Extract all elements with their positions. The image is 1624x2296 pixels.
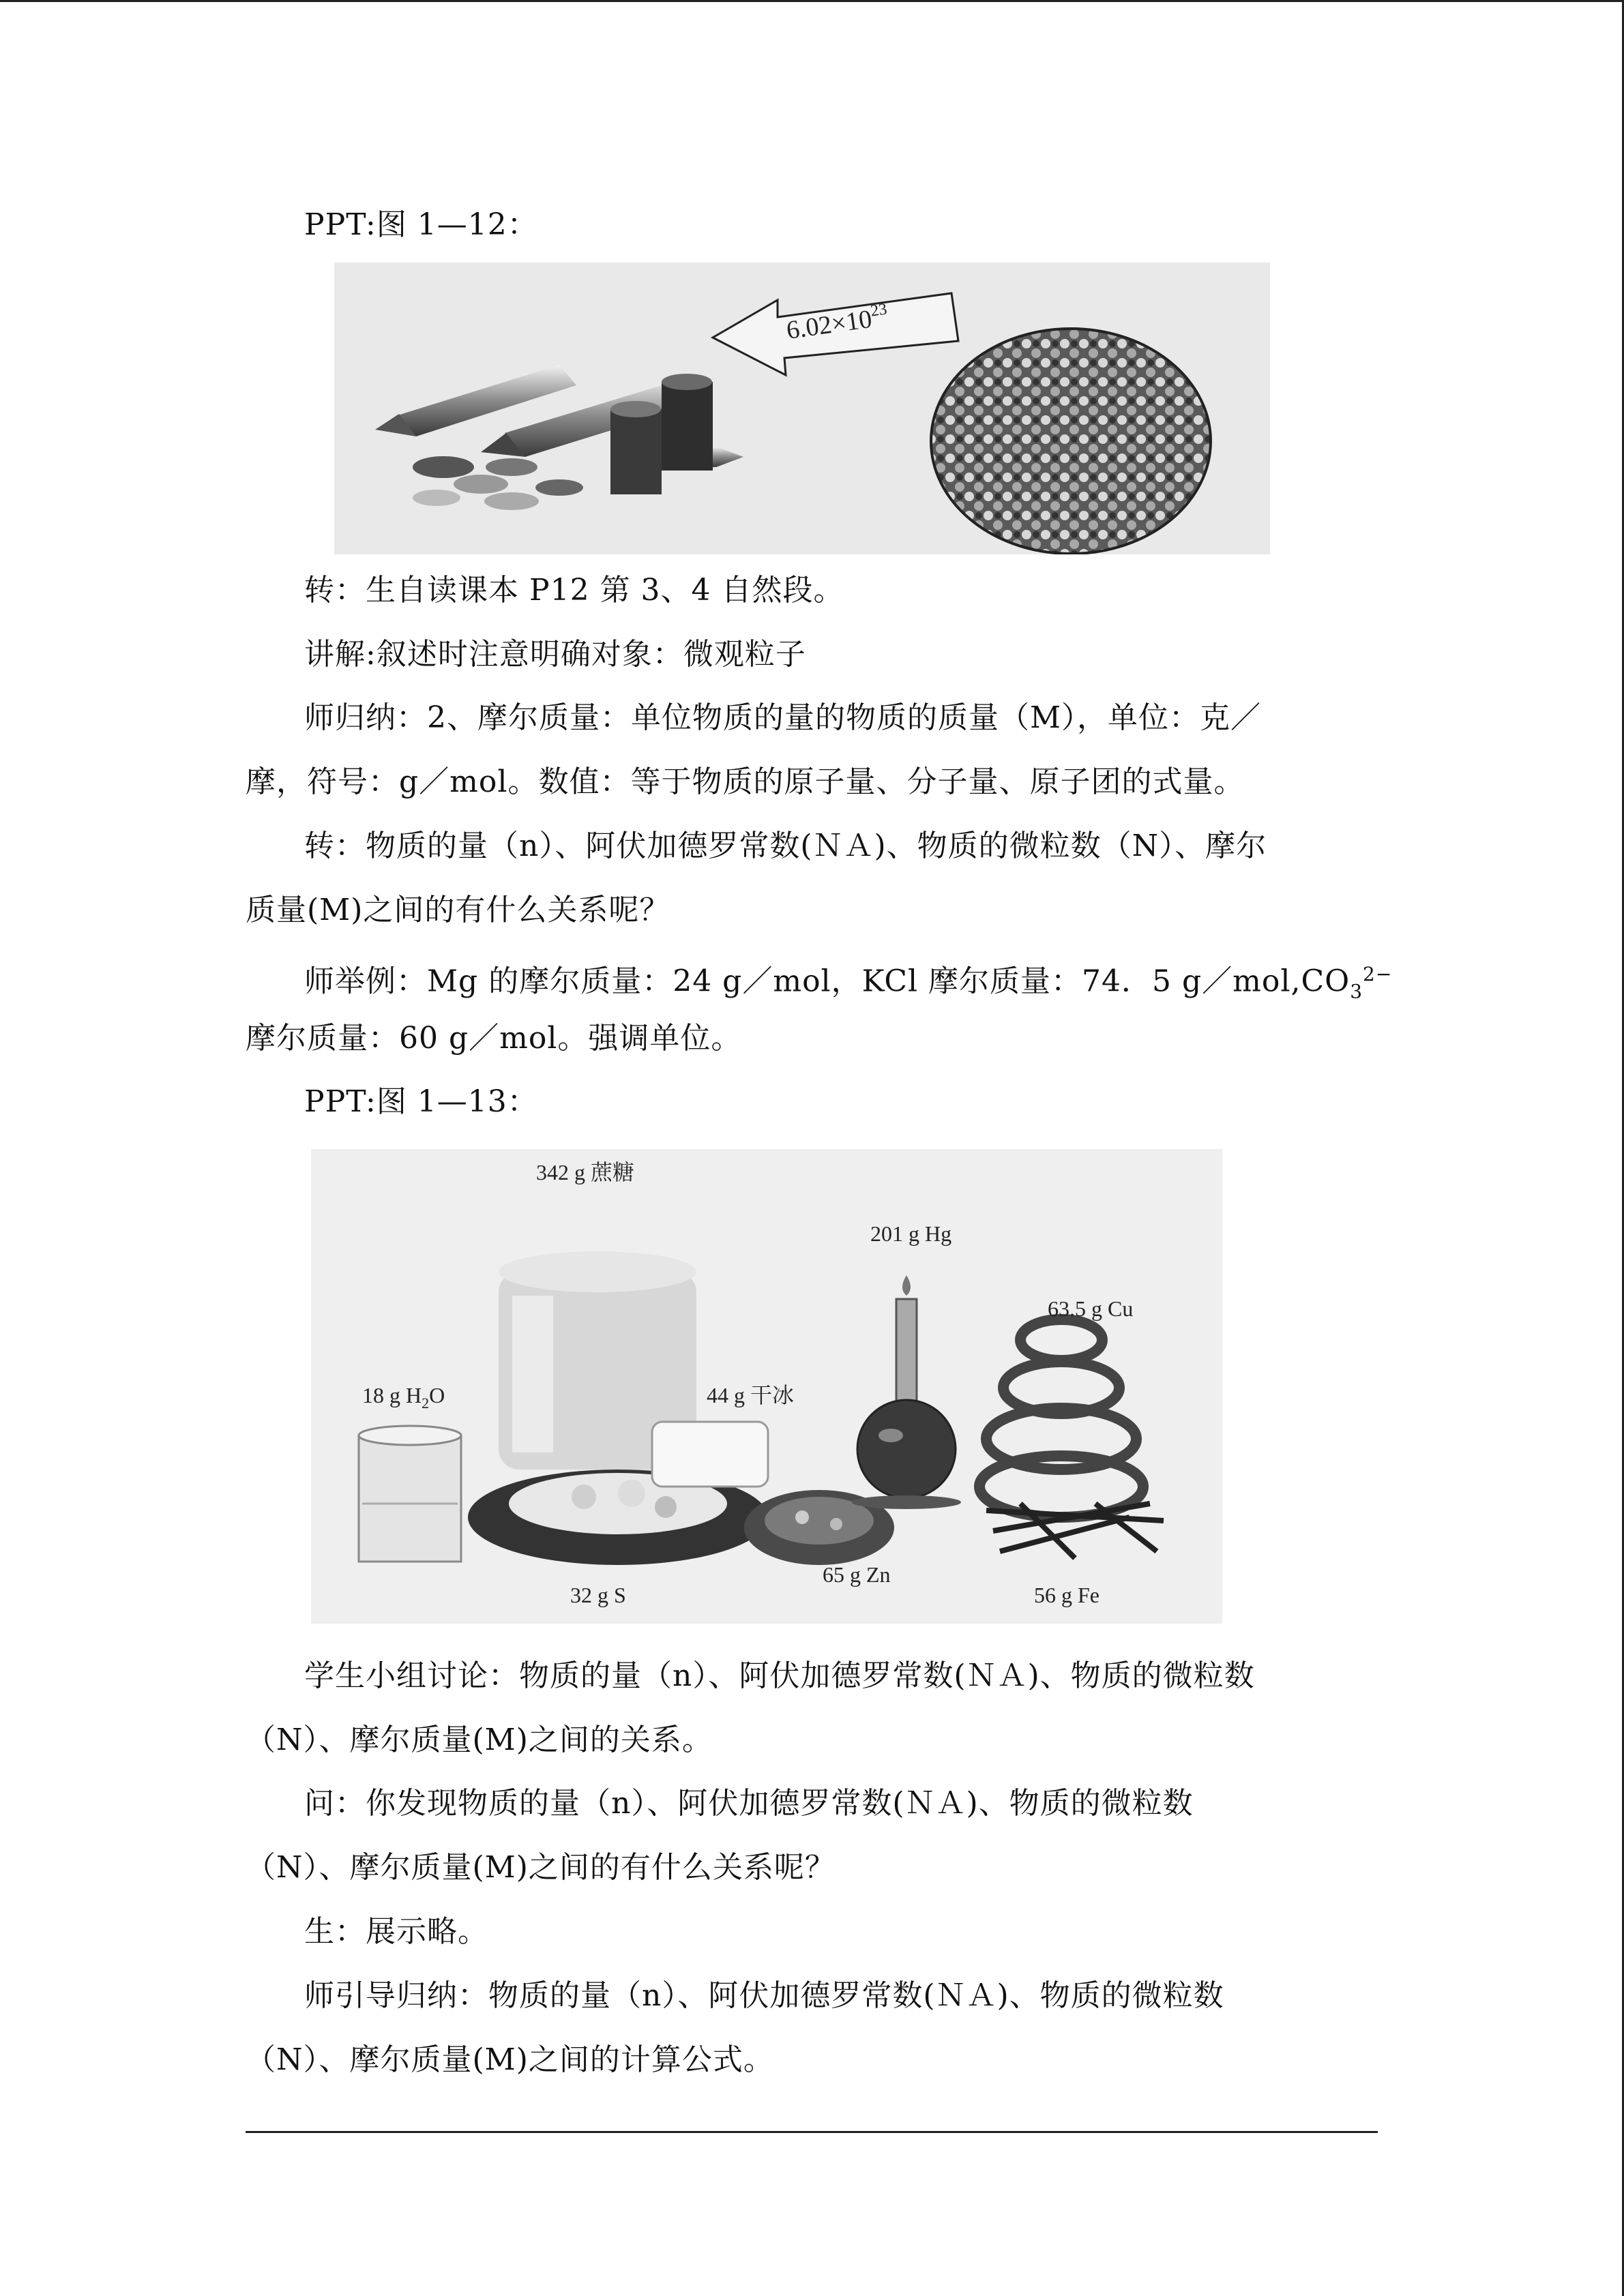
paragraph-self-read: 转：生自读课本 P12 第 3、4 自然段。 [304, 573, 844, 608]
paragraph-example-2: 摩尔质量：60 g／mol。强调单位。 [246, 1021, 742, 1056]
label-sucrose: 342 g 蔗糖 [536, 1160, 635, 1184]
label-mercury: 201 g Hg [870, 1221, 952, 1246]
paragraph-question-2: （N）、摩尔质量(M)之间的有什么关系呢？ [246, 1850, 836, 1885]
paragraph-ppt-fig-1-12: PPT:图 1—12： [304, 207, 538, 242]
paragraph-group-discussion-2: （N）、摩尔质量(M)之间的关系。 [246, 1723, 713, 1757]
paragraph-summary-2: （N）、摩尔质量(M)之间的计算公式。 [246, 2042, 774, 2077]
figure-1-13 [311, 1149, 1222, 1624]
paragraph-ppt-fig-1-13: PPT:图 1—13： [304, 1084, 538, 1119]
dry-ice-graphic [652, 1422, 768, 1487]
paragraph-relation-question-1: 转：物质的量（n）、阿伏加德罗常数(ＮＡ)、物质的微粒数（N）、摩尔 [304, 829, 1267, 863]
label-dry-ice: 44 g 干冰 [707, 1383, 795, 1407]
water-glass-graphic [359, 1426, 461, 1562]
document-body [246, 0, 1393, 2296]
paragraph-relation-question-2: 质量(M)之间的有什么关系呢？ [246, 893, 670, 927]
paragraph-molar-mass-def-2: 摩，符号：g／mol。数值：等于物质的原子量、分子量、原子团的式量。 [246, 764, 1245, 799]
paragraph-group-discussion-1: 学生小组讨论：物质的量（n）、阿伏加德罗常数(ＮＡ)、物质的微粒数 [304, 1658, 1255, 1693]
paragraph-summary-1: 师引导归纳：物质的量（n）、阿伏加德罗常数(ＮＡ)、物质的微粒数 [304, 1978, 1224, 2013]
paragraph-example-1: 师举例：Mg 的摩尔质量：24 g／mol，KCl 摩尔质量：74．5 $g/mol,CO_3^{2-}$ [304, 963, 1393, 1003]
label-sulfur: 32 g S [570, 1583, 626, 1607]
paragraph-question-1: 问：你发现物质的量（n）、阿伏加德罗常数(ＮＡ)、物质的微粒数 [304, 1786, 1194, 1821]
label-zinc: 65 g Zn [823, 1562, 891, 1587]
paragraph-explanation: 讲解:叙述时注意明确对象：微观粒子 [304, 637, 806, 672]
paragraph-molar-mass-def-1: 师归纳：2、摩尔质量：单位物质的量的物质的质量（M），单位：克／ [304, 700, 1262, 735]
label-copper: 63.5 g Cu [1048, 1296, 1134, 1321]
figure-1-12 [334, 263, 1270, 554]
footer-divider [246, 2131, 1378, 2133]
label-iron: 56 g Fe [1034, 1583, 1099, 1607]
paragraph-student-show: 生：展示略。 [304, 1914, 488, 1949]
arrow-label: $6.02\times 10^{23}$ [784, 300, 889, 345]
label-water: 18 g $H_2O$ [362, 1383, 445, 1412]
atom-lattice-graphic [931, 329, 1211, 554]
